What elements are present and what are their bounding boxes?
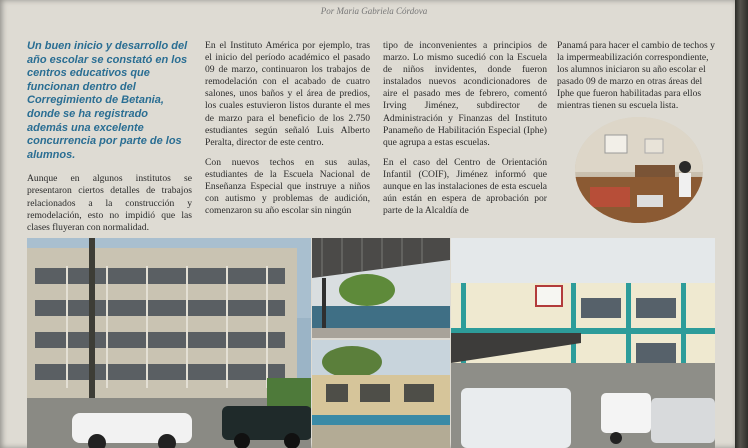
page-edge: [735, 0, 748, 448]
body-paragraph: En el caso del Centro de Orientación Infantil (COIF), Jiménez informó que aunque en las instalaciones de esta escuela aún están en espera de aprobación por parte de la Alcaldía de: [383, 156, 547, 217]
column-2: [205, 40, 370, 225]
column-4: [557, 40, 717, 121]
body-paragraph: Panamá para hacer el cambio de techos y la impermeabilización correspondiente, los alumnos iniciaron su año escolar el pasado 09 de marzo en otras áreas del Iphe que fueron habilitadas para ellos mientras tienen su escuela lista.: [557, 40, 715, 112]
low-school-building-photo: [312, 340, 450, 448]
byline: Por Maria Gabriela Córdova: [320, 6, 428, 16]
classroom-photo: [575, 117, 703, 223]
body-paragraph: Con nuevos techos en sus aulas, estudiantes de la Escuela Nacional de Enseñanza Especial que instruye a niños con autismo y problemas de audición, comenzaron su año escolar sin ningún: [205, 156, 370, 217]
column-1: [27, 40, 192, 242]
body-paragraph: tipo de inconvenientes a principios de marzo. Lo mismo sucedió con la Escuela de niños invidentes, donde fueron instalados nuevos acondicionadores de aire el pasado mes de febrero, comentó Irving Jiménez, subdirector de Administración y Finanzas del Instituto Panameño de Habilitación Especial (Iphe) que agrupa a estas escuelas.: [383, 40, 547, 148]
body-paragraph: Aunque en algunos institutos se presentaron ciertos detalles de trabajos relacionados a la construcción y remodelación, esto no impidió que las clases fluyeran con normalidad.: [27, 173, 192, 233]
lead-paragraph: Un buen inicio y desarrollo del año escolar se constató en los centros educativos que funcionan dentro del Corregimiento de Betania, donde se ha registrado además una excelente concurrencia por parte de los alumnos.: [27, 40, 188, 161]
school-building-photo: [27, 238, 311, 448]
two-storey-school-photo: [451, 238, 715, 448]
covered-walkway-photo: [312, 238, 450, 338]
column-3: [383, 40, 547, 225]
body-paragraph: En el Instituto América por ejemplo, tras el inicio del período académico el pasado 09 de marzo, continuaron los trabajos de remodelación con el acabado de cuatro salones, unos baños y el área de predios, los cuales estuvieron listos durante el mes de marzo para el beneficio de los 2.750 estudiantes según señaló Luis Alberto Peralta, director de este centro.: [205, 40, 370, 148]
